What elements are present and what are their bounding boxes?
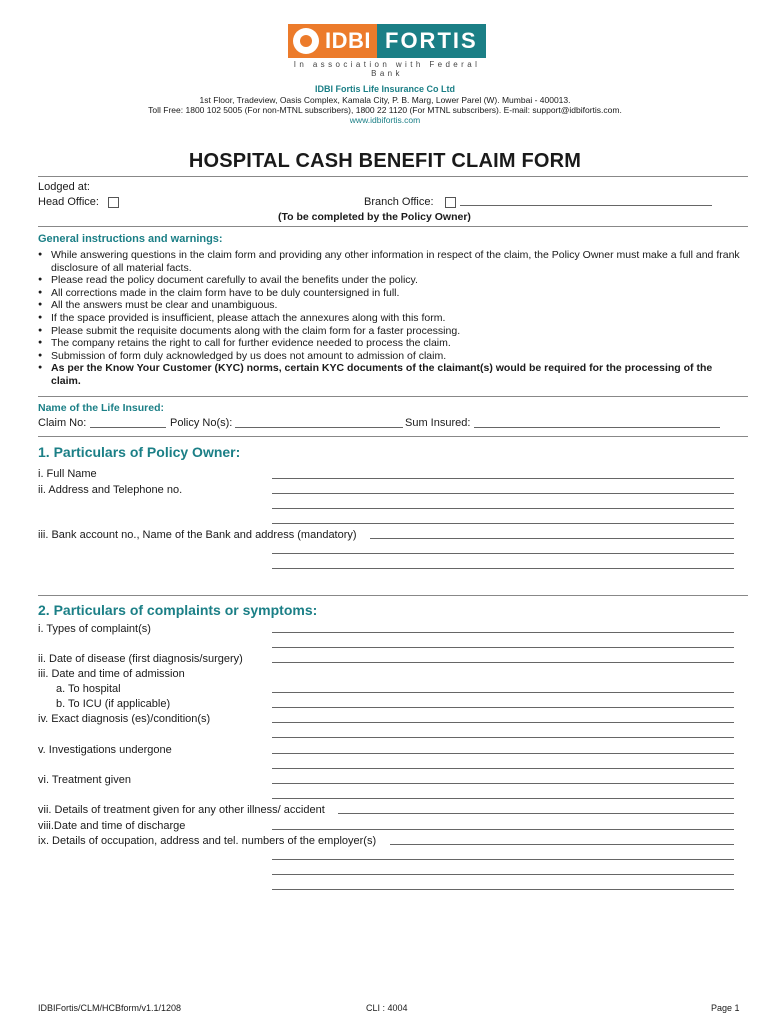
diagnosis-label: iv. Exact diagnosis (es)/condition(s) xyxy=(38,713,211,725)
section1-heading: 1. Particulars of Policy Owner: xyxy=(38,444,241,460)
branch-office-checkbox[interactable] xyxy=(445,197,456,208)
discharge-label: viii.Date and time of discharge xyxy=(38,820,186,832)
other-treatment-field[interactable] xyxy=(338,813,734,814)
date-admission-label: iii. Date and time of admission xyxy=(38,668,185,680)
discharge-field[interactable] xyxy=(272,829,734,830)
address-field-1[interactable] xyxy=(272,493,734,494)
policy-no-label: Policy No(s): xyxy=(170,417,233,429)
logo-tagline: In association with Federal Bank xyxy=(293,60,481,78)
company-name: IDBI Fortis Life Insurance Co Ltd xyxy=(314,84,455,94)
policy-owner-note: (To be completed by the Policy Owner) xyxy=(278,211,471,223)
investigations-field-1[interactable] xyxy=(272,753,734,754)
instruction-item: ● All the answers must be clear and unambiguous. xyxy=(38,299,744,312)
logo-emblem-icon xyxy=(293,28,319,54)
other-treatment-label: vii. Details of treatment given for any other illness/ accident xyxy=(38,804,325,816)
complaints-field-2[interactable] xyxy=(272,647,734,648)
complaints-label: i. Types of complaint(s) xyxy=(38,623,151,635)
complaints-field-1[interactable] xyxy=(272,632,734,633)
diagnosis-field-2[interactable] xyxy=(272,737,734,738)
bank-details-label: iii. Bank account no., Name of the Bank and address (mandatory) xyxy=(38,529,357,541)
claim-no-field[interactable] xyxy=(90,427,166,428)
instruction-item: ● Please read the policy document carefully to avail the benefits under the policy. xyxy=(38,274,744,287)
to-hospital-field[interactable] xyxy=(272,692,734,693)
logo-idbi-block xyxy=(288,24,377,58)
treatment-field-1[interactable] xyxy=(272,783,734,784)
branch-office-field[interactable] xyxy=(460,205,712,206)
full-name-field[interactable] xyxy=(272,478,734,479)
date-disease-field[interactable] xyxy=(272,662,734,663)
lodged-divider xyxy=(38,226,748,227)
instructions-list xyxy=(38,249,744,388)
occupation-field-3[interactable] xyxy=(272,874,734,875)
to-icu-label: b. To ICU (if applicable) xyxy=(56,698,171,710)
form-code: IDBIFortis/CLM/HCBform/v1.1/1208 xyxy=(38,1003,182,1013)
head-office-checkbox[interactable] xyxy=(108,197,119,208)
address-field-2[interactable] xyxy=(272,508,734,509)
instructions-heading: General instructions and warnings: xyxy=(38,233,223,245)
sum-insured-label: Sum Insured: xyxy=(405,417,471,429)
diagnosis-field-1[interactable] xyxy=(272,722,734,723)
to-icu-field[interactable] xyxy=(272,707,734,708)
sum-insured-field[interactable] xyxy=(474,427,720,428)
investigations-field-2[interactable] xyxy=(272,768,734,769)
instruction-item: ● The company retains the right to call for further evidence needed to process the claim. xyxy=(38,337,744,350)
instructions-divider xyxy=(38,396,748,397)
logo-fortis-text: FORTIS xyxy=(385,28,478,53)
cli-code: CLI : 4004 xyxy=(366,1003,408,1013)
form-title: HOSPITAL CASH BENEFIT CLAIM FORM xyxy=(188,150,582,172)
claim-no-label: Claim No: xyxy=(38,417,87,429)
life-insured-heading: Name of the Life Insured: xyxy=(38,402,165,414)
instruction-item-kyc: ● As per the Know Your Customer (KYC) norms, certain KYC documents of the claimant(s) would be required for the processing of the claim. xyxy=(38,362,744,387)
date-disease-label: ii. Date of disease (first diagnosis/surgery) xyxy=(38,653,243,665)
instruction-item: ● Submission of form duly acknowledged by us does not amount to admission of claim. xyxy=(38,350,744,363)
occupation-field-2[interactable] xyxy=(272,859,734,860)
logo-fortis-block xyxy=(377,24,486,58)
instruction-item: ● While answering questions in the claim form and providing any other information in respect of the claim, the Policy Owner must make a full and frank disclosure of all material facts. xyxy=(38,249,744,274)
occupation-field-1[interactable] xyxy=(390,844,734,845)
logo-idbi-text: IDBI xyxy=(325,28,371,53)
treatment-label: vi. Treatment given xyxy=(38,774,131,786)
section2-heading: 2. Particulars of complaints or symptoms: xyxy=(38,602,318,618)
address-label: ii. Address and Telephone no. xyxy=(38,484,183,496)
company-website[interactable]: www.idbifortis.com xyxy=(349,115,421,125)
policy-no-field[interactable] xyxy=(235,427,403,428)
instruction-item: ● Please submit the requisite documents along with the claim form for a faster processing. xyxy=(38,325,744,338)
page-number: Page 1 xyxy=(711,1003,740,1013)
lodged-at-label: Lodged at: xyxy=(38,181,90,193)
investigations-label: v. Investigations undergone xyxy=(38,744,172,756)
title-divider xyxy=(38,176,748,177)
address-field-3[interactable] xyxy=(272,523,734,524)
company-contact: Toll Free: 1800 102 5005 (For non-MTNL subscribers), 1800 22 1120 (For MTNL subscribers). E-mail: support@idbifortis.com. xyxy=(148,105,622,115)
instruction-item: ● All corrections made in the claim form have to be duly countersigned in full. xyxy=(38,287,744,300)
head-office-label: Head Office: xyxy=(38,196,99,208)
bank-details-field-1[interactable] xyxy=(370,538,734,539)
treatment-field-2[interactable] xyxy=(272,798,734,799)
occupation-field-4[interactable] xyxy=(272,889,734,890)
to-hospital-label: a. To hospital xyxy=(56,683,121,695)
section1-divider xyxy=(38,595,748,596)
instruction-item: ● If the space provided is insufficient, please attach the annexures along with this form. xyxy=(38,312,744,325)
branch-office-label: Branch Office: xyxy=(364,196,434,208)
bank-details-field-2[interactable] xyxy=(272,553,734,554)
insured-divider xyxy=(38,436,748,437)
occupation-label: ix. Details of occupation, address and tel. numbers of the employer(s) xyxy=(38,835,377,847)
bank-details-field-3[interactable] xyxy=(272,568,734,569)
company-address: 1st Floor, Tradeview, Oasis Complex, Kamala City, P. B. Marg, Lower Parel (W). Mumbai - 400013. xyxy=(199,95,571,105)
full-name-label: i. Full Name xyxy=(38,468,97,480)
company-logo xyxy=(288,24,486,58)
